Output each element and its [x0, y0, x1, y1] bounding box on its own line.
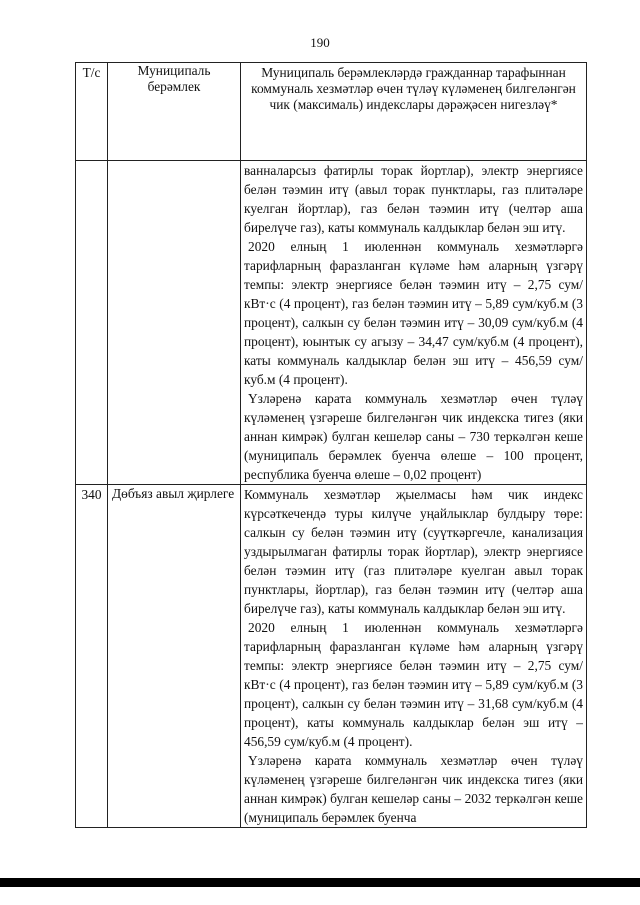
table-row [76, 161, 587, 485]
row-paragraph: 2020 елның 1 июленнән коммуналь хезмәтләргә тарифларның фаразланган күләме һәм аларның үзгәрү темпы: электр энергиясе белән тәэмин итү – 2,75 сум/кВт·с (4 процент), газ белән тәэмин итү – 5,89 сум/куб.м (3 процент), салкын су белән тәэмин итү – 31,68 сум/куб.м (4 процент), каты коммуналь калдыклар белән эш итү – 456,59 сум/куб.м (4 процент). [244, 620, 583, 749]
row-paragraph: ванналарсыз фатирлы торак йортлар), электр энергиясе белән тәэмин итү (авыл торак пунктлары, газ плитәләре куелган йортлар), газ белән тәэмин итү (челтәр аша бирелүче газ), каты коммуналь калдыклар белән эш итү. [244, 163, 583, 235]
row-number: 340 [76, 485, 108, 828]
table-header-row [76, 63, 587, 161]
row-paragraph: Үзләренә карата коммуналь хезмәтләр өчен түләү күләменең үзгәреше билгеләнгән чик индекска тигез (яки аннан кимрәк) булган кешеләр саны – 2032 теркәлгән кеше (муниципаль берәмлек буенча [244, 753, 583, 825]
header-municipality: Муниципаль берәмлек [108, 63, 241, 161]
header-number: Т/с [76, 63, 108, 161]
page-number: 190 [310, 35, 330, 50]
table-row [76, 485, 587, 828]
row-municipality: Дөбъяз авыл җирлеге [108, 485, 241, 828]
row-paragraph: Коммуналь хезмәтләр җыелмасы һәм чик индекс күрсәткечендә туры килүче уңайлыклар булдыру төре: салкын су белән тәэмин итү (суүткәргечле, канализация уздырылмаган фатирлы торак йортлар), электр энергиясе белән тәэмин итү (газ плитәләре куелган авыл торак пунктлары, йортлар), газ белән тәэмин итү (челтәр аша бирелүче газ), каты коммуналь калдыклар белән эш итү. [244, 487, 583, 616]
row-municipality [108, 161, 241, 485]
scan-edge-bar [0, 878, 640, 887]
row-paragraph: 2020 елның 1 июленнән коммуналь хезмәтләргә тарифларның фаразланган күләме һәм аларның үзгәрү темпы: электр энергиясе белән тәэмин итү – 2,75 сум/кВт·с (4 процент), газ белән тәэмин итү – 5,89 сум/куб.м (3 процент), салкын су белән тәэмин итү – 30,09 сум/куб.м (4 процент), юынтык су агызу – 34,47 сум/куб.м (4 процент), каты коммуналь калдыклар белән эш итү – 456,59 сум/куб.м (4 процент). [244, 239, 583, 387]
row-description [241, 485, 587, 828]
row-number [76, 161, 108, 485]
row-description [241, 161, 587, 485]
tariff-index-table [75, 62, 587, 828]
row-paragraph: Үзләренә карата коммуналь хезмәтләр өчен түләү күләменең үзгәреше билгеләнгән чик индекска тигез (яки аннан кимрәк) булган кешеләр саны – 730 теркәлгән кеше (муниципаль берәмлек буенча өлеше – 100 процент, республика буенча өлеше – 0,02 процент) [244, 391, 583, 482]
header-index: Муниципаль берәмлекләрдә гражданнар тарафыннан коммуналь хезмәтләр өчен түләү күләменең билгеләнгән чик (максималь) индекслары дәрәҗәсен нигезләү* [241, 63, 587, 161]
